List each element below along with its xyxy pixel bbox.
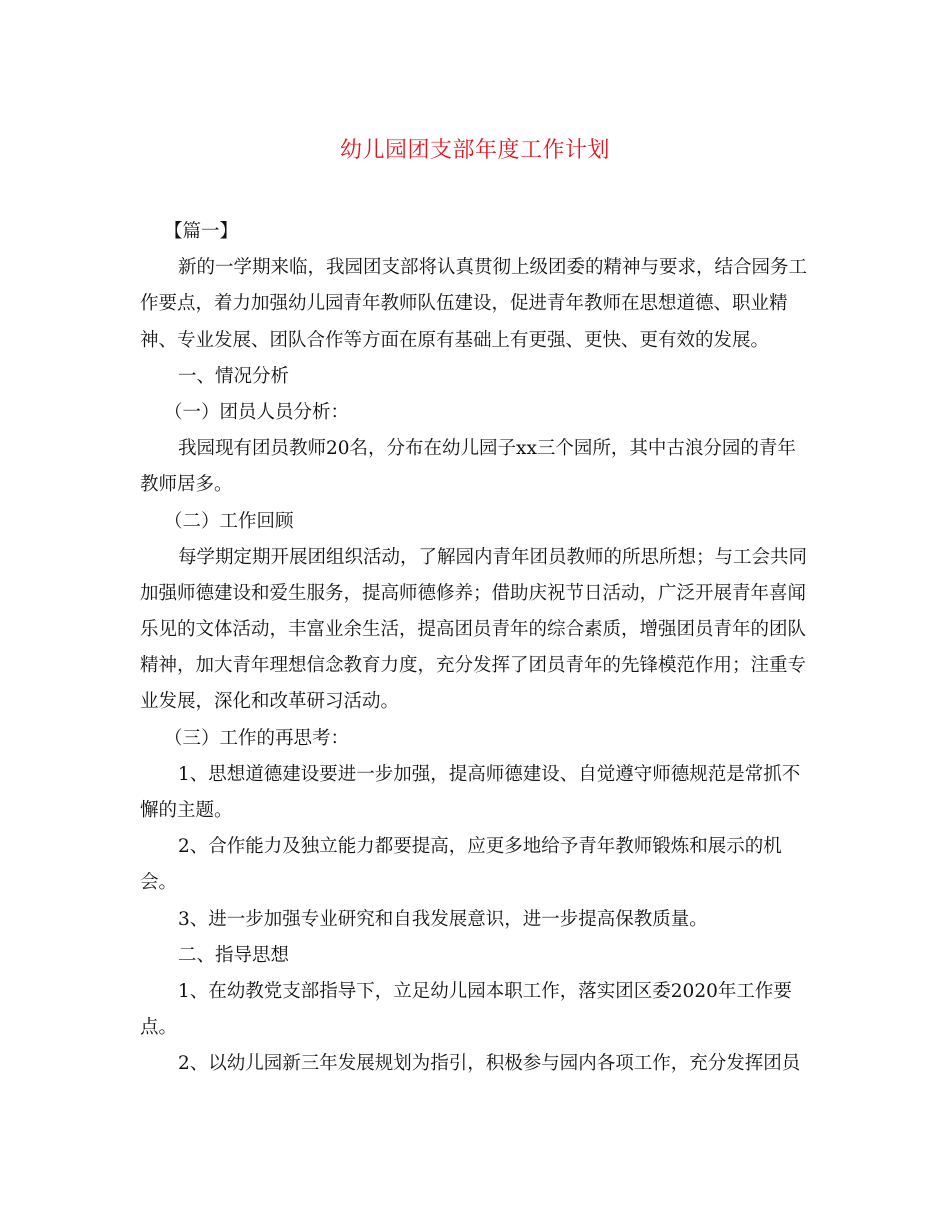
text-line: 二、指导思想 [178,944,290,966]
paragraph-section-label [140,214,815,250]
document-title: 幼儿园团支部年度工作计划 [339,138,610,163]
document-body [140,214,815,1083]
paragraph-heading-2 [140,938,815,974]
paragraph-subheading-1 [140,395,815,431]
text-line: 懈的主题。 [140,800,233,821]
text-line: 新的一学期来临，我园团支部将认真贯彻上级团委的精神与要求，结合园务工 [178,257,808,279]
paragraph-review [140,540,815,721]
paragraph-reflect-2 [140,829,815,901]
text-line: （二）工作回顾 [164,510,294,532]
paragraph-intro [140,250,815,359]
paragraph-guide-1 [140,974,815,1046]
paragraph-subheading-3 [140,721,815,757]
text-line: 教师居多。 [140,474,233,496]
paragraph-members [140,431,815,503]
paragraph-subheading-2 [140,504,815,540]
text-line: 作要点，着力加强幼儿园青年教师队伍建设，促进青年教师在思想道德、职业精 [140,293,788,315]
text-line: 2、以幼儿园新三年发展规划为指引，积极参与园内各项工作，充分发挥团员 [178,1053,801,1075]
text-line: 业发展，深化和改革研习活动。 [140,691,400,713]
paragraph-guide-2 [140,1046,815,1082]
text-line: 2、合作能力及独立能力都要提高，应更多地给予青年教师锻炼和展示的机 [178,836,782,858]
text-line: 一、情况分析 [178,365,290,387]
text-line: 每学期定期开展团组织活动，了解园内青年团员教师的所思所想；与工会共同 [178,546,808,568]
text-line: 点。 [140,1017,178,1039]
text-line: 我园现有团员教师20名，分布在幼儿园子xx三个园所，其中古浪分园的青年 [178,438,796,460]
text-line: 神、专业发展、团队合作等方面在原有基础上有更强、更快、更有效的发展。 [140,329,770,351]
text-line: 1、思想道德建设要进一步加强，提高师德建设、自觉遵守师德规范是常抓不 [178,763,801,785]
paragraph-reflect-3 [140,902,815,938]
text-line: （一）团员人员分析： [164,401,350,423]
text-line: 乐见的文体活动，丰富业余生活，提高团员青年的综合素质，增强团员青年的团队 [140,619,807,641]
paragraph-heading-1 [140,359,815,395]
text-line: 精神，加大青年理想信念教育力度，充分发挥了团员青年的先锋模范作用；注重专 [140,655,807,677]
text-line: 【篇一】 [164,221,239,242]
paragraph-reflect-1 [140,757,815,829]
text-line: （三）工作的再思考： [164,727,350,749]
text-line: 会。 [140,872,178,894]
text-line: 1、在幼教党支部指导下，立足幼儿园本职工作，落实团区委2020年工作要 [178,980,792,1002]
text-line: 3、进一步加强专业研究和自我发展意识，进一步提高保教质量。 [178,908,708,930]
text-line: 加强师德建设和爱生服务，提高师德修养；借助庆祝节日活动，广泛开展青年喜闻 [140,582,807,604]
